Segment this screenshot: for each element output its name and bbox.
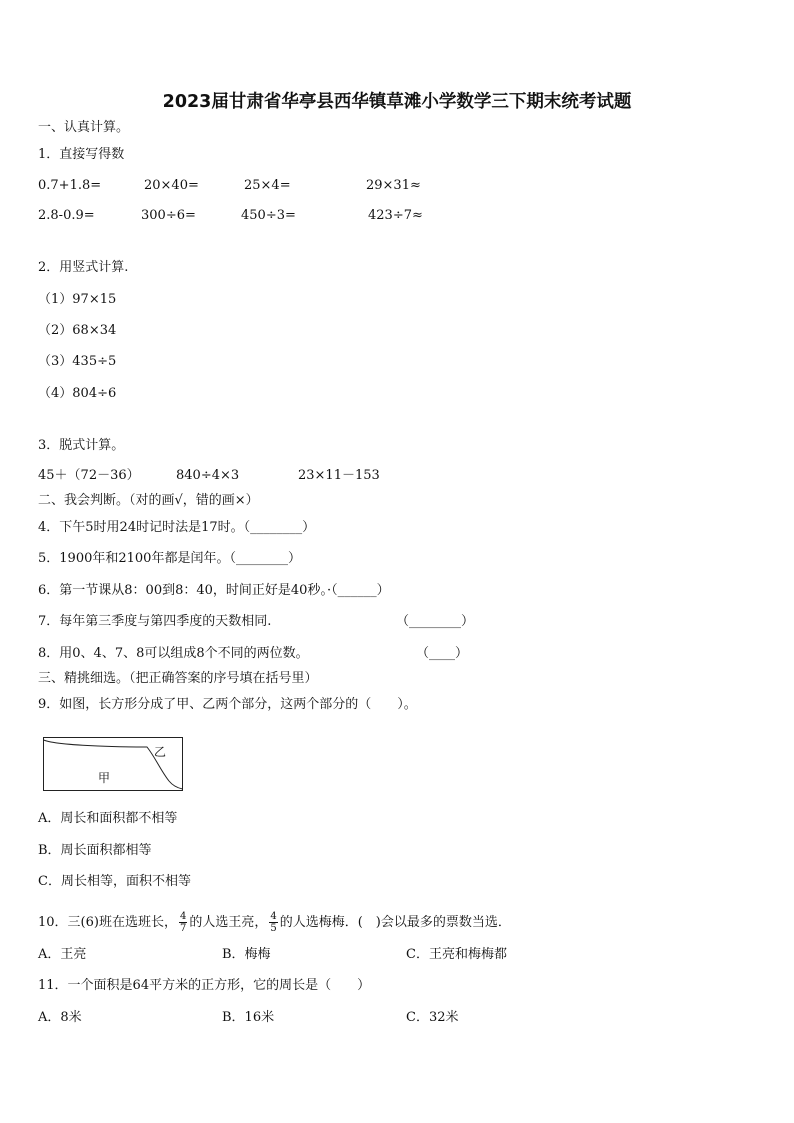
q1-r2-c1: 2.8-0.9= bbox=[38, 208, 95, 223]
q5-text: 5．1900年和2100年都是闰年。（________） bbox=[38, 551, 301, 566]
q10-post: 的人选梅梅．( )会以最多的票数当选． bbox=[279, 915, 511, 930]
q4-text: 4．下午5时用24时记时法是17时。（________） bbox=[38, 520, 316, 535]
q6-text: 6．第一节课从8：00到8：40，时间正好是40秒。·（______） bbox=[38, 583, 390, 598]
q2-item-4: （4）804÷6 bbox=[38, 386, 117, 401]
q1-label: 1．直接写得数 bbox=[38, 147, 125, 162]
q10-option-b: B．梅梅 bbox=[222, 947, 271, 962]
fraction-denominator: 5 bbox=[270, 923, 277, 934]
q10-text bbox=[38, 908, 511, 938]
q3-item-2: 840÷4×3 bbox=[176, 468, 240, 483]
section-1-heading: 一、认真计算。 bbox=[38, 120, 130, 135]
q11-text: 11．一个面积是64平方米的正方形，它的周长是（ ） bbox=[38, 978, 371, 993]
label-yi: 乙 bbox=[154, 745, 167, 759]
q10-option-c: C．王亮和梅梅都 bbox=[406, 947, 507, 962]
q9-option-a: A．周长和面积都不相等 bbox=[38, 811, 178, 826]
label-jia: 甲 bbox=[98, 771, 111, 785]
fraction-numerator: 4 bbox=[179, 911, 187, 922]
fraction-4-7 bbox=[179, 911, 187, 934]
q3-item-1: 45＋（72－36） bbox=[38, 468, 140, 483]
q2-item-2: （2）68×34 bbox=[38, 323, 117, 338]
q3-item-3: 23×11－153 bbox=[298, 468, 380, 483]
q11-option-b: B．16米 bbox=[222, 1010, 275, 1025]
q10-mid: 的人选王亮， bbox=[189, 915, 268, 930]
q7-text: 7．每年第三季度与第四季度的天数相同. bbox=[38, 614, 272, 629]
q8-answer-blank: （____） bbox=[416, 646, 469, 661]
q2-item-3: （3）435÷5 bbox=[38, 354, 117, 369]
q9-option-c: C．周长相等，面积不相等 bbox=[38, 874, 191, 889]
fraction-denominator: 7 bbox=[179, 923, 187, 934]
page-title: 2023届甘肃省华亭县西华镇草滩小学数学三下期末统考试题 bbox=[162, 92, 632, 112]
fraction-numerator: 4 bbox=[270, 911, 277, 922]
q2-label: 2．用竖式计算. bbox=[38, 260, 129, 275]
section-2-heading: 二、我会判断。（对的画√，错的画×） bbox=[38, 493, 259, 508]
q8-text: 8．用0、4、7、8可以组成8个不同的两位数。 bbox=[38, 646, 309, 661]
q9-text: 9．如图，长方形分成了甲、乙两个部分，这两个部分的（ ）。 bbox=[38, 697, 417, 712]
q3-label: 3．脱式计算。 bbox=[38, 438, 125, 453]
q2-item-1: （1）97×15 bbox=[38, 292, 117, 307]
q7-answer-blank: （________） bbox=[396, 614, 475, 629]
q1-r1-c1: 0.7+1.8= bbox=[38, 178, 102, 193]
q1-r2-c4: 423÷7≈ bbox=[368, 208, 423, 223]
q1-r1-c3: 25×4= bbox=[244, 178, 291, 193]
q9-option-b: B．周长面积都相等 bbox=[38, 843, 152, 858]
section-3-heading: 三、精挑细选。（把正确答案的序号填在括号里） bbox=[38, 671, 318, 686]
q11-option-c: C．32米 bbox=[406, 1010, 459, 1025]
q1-r2-c3: 450÷3= bbox=[241, 208, 296, 223]
q11-option-a: A．8米 bbox=[38, 1010, 82, 1025]
q1-r1-c4: 29×31≈ bbox=[366, 178, 421, 193]
q10-pre: 10．三(6)班在选班长， bbox=[38, 915, 177, 930]
fraction-4-5 bbox=[269, 911, 277, 934]
q1-r1-c2: 20×40= bbox=[144, 178, 199, 193]
q1-r2-c2: 300÷6= bbox=[141, 208, 196, 223]
rectangle-figure bbox=[43, 737, 183, 791]
q10-option-a: A．王亮 bbox=[38, 947, 87, 962]
